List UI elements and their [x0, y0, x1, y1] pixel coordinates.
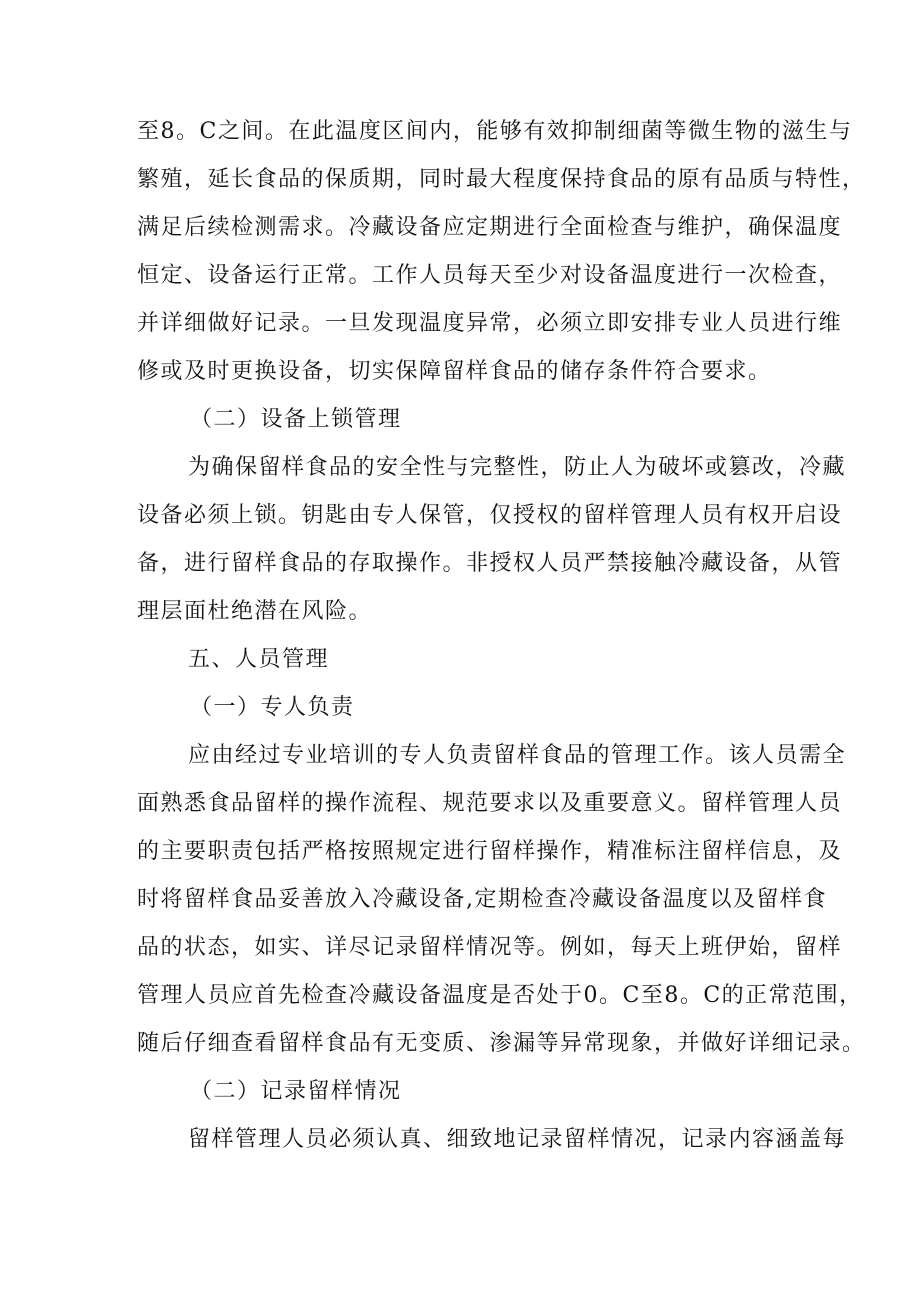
paragraph-line: 时将留样食品妥善放入冷藏设备,定期检查冷藏设备温度以及留样食: [137, 887, 827, 912]
chapter-heading: 五、人员管理: [188, 647, 330, 672]
paragraph-line: 应由经过专业培训的专人负责留样食品的管理工作。该人员需全: [188, 743, 847, 768]
paragraph-line: 备，进行留样食品的存取操作。非授权人员严禁接触冷藏设备，从管: [137, 551, 843, 576]
paragraph-line: 品的状态，如实、详尽记录留样情况等。例如，每天上班伊始，留样: [137, 935, 843, 960]
paragraph-line: 为确保留样食品的安全性与完整性，防止人为破坏或篡改，冷藏: [188, 455, 847, 480]
paragraph-line: 至8。C之间。在此温度区间内，能够有效抑制细菌等微生物的滋生与: [137, 119, 853, 144]
paragraph-line: 满足后续检测需求。冷藏设备应定期进行全面检查与维护，确保温度: [137, 215, 843, 240]
paragraph-line: 理层面杜绝潜在风险。: [137, 599, 373, 624]
paragraph-line: 恒定、设备运行正常。工作人员每天至少对设备温度进行一次检查，: [137, 263, 843, 288]
paragraph-line: 的主要职责包括严格按照规定进行留样操作，精准标注留样信息，及: [137, 839, 843, 864]
paragraph-line: 修或及时更换设备，切实保障留样食品的储存条件符合要求。: [137, 359, 772, 384]
paragraph-line: 面熟悉食品留样的操作流程、规范要求以及重要意义。留样管理人员: [137, 791, 843, 816]
section-heading: （二）记录留样情况: [190, 1079, 402, 1104]
paragraph-line: 繁殖，延长食品的保质期，同时最大程度保持食品的原有品质与特性，: [137, 167, 866, 192]
section-heading: （二）设备上锁管理: [190, 407, 402, 432]
paragraph-line: 随后仔细查看留样食品有无变质、渗漏等异常现象，并做好详细记录。: [137, 1031, 866, 1056]
section-heading: （一）专人负责: [190, 695, 355, 720]
paragraph-line: 并详细做好记录。一旦发现温度异常，必须立即安排专业人员进行维: [137, 311, 843, 336]
paragraph-line: 留样管理人员必须认真、细致地记录留样情况，记录内容涵盖每: [188, 1127, 847, 1152]
paragraph-line: 设备必须上锁。钥匙由专人保管，仅授权的留样管理人员有权开启设: [137, 503, 843, 528]
paragraph-line: 管理人员应首先检查冷藏设备温度是否处于0。C至8。C的正常范围，: [137, 983, 863, 1008]
